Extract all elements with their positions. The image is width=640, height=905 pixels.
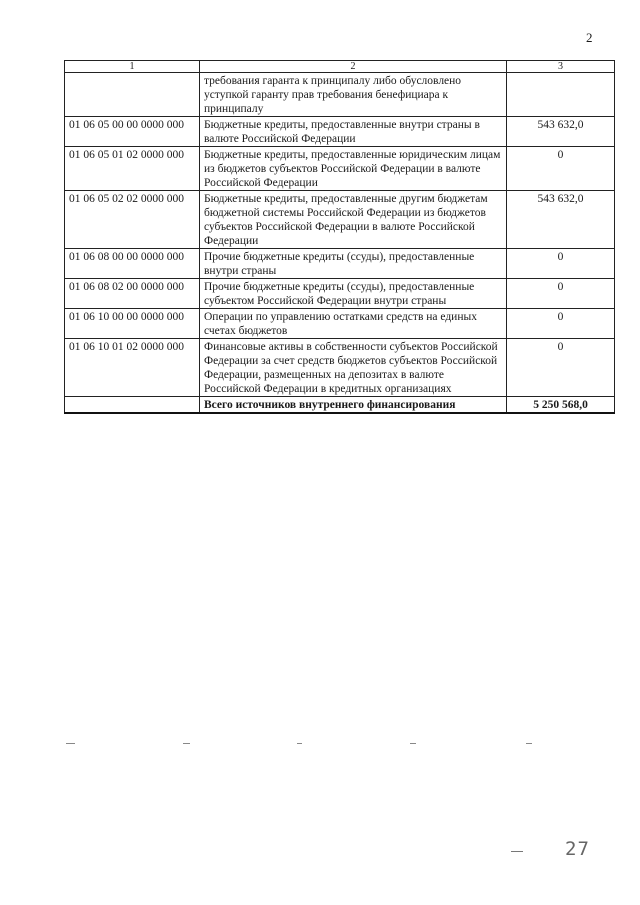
- scan-mark: [410, 743, 416, 744]
- row-sum: 0: [507, 147, 615, 191]
- total-sum: 5 250 568,0: [507, 397, 615, 414]
- row-name: Прочие бюджетные кредиты (ссуды), предоставленные внутри страны: [200, 249, 507, 279]
- scan-artifact-marks: [0, 743, 640, 753]
- row-sum: 0: [507, 279, 615, 309]
- row-sum: 0: [507, 249, 615, 279]
- column-header-sum: 3: [507, 61, 615, 73]
- table-row: [65, 279, 615, 309]
- table-header-row: [65, 61, 615, 73]
- table-row: [65, 73, 615, 117]
- row-name: Бюджетные кредиты, предоставленные юридическим лицам из бюджетов субъектов Российской Федерации в валюте Российской Федерации: [200, 147, 507, 191]
- row-code: 01 06 08 02 00 0000 000: [65, 279, 200, 309]
- table-row: [65, 147, 615, 191]
- total-label: Всего источников внутреннего финансирования: [200, 397, 507, 414]
- row-code: 01 06 05 01 02 0000 000: [65, 147, 200, 191]
- column-header-code: 1: [65, 61, 200, 73]
- row-sum: 0: [507, 309, 615, 339]
- column-header-name: 2: [200, 61, 507, 73]
- row-name: Бюджетные кредиты, предоставленные другим бюджетам бюджетной системы Российской Федерации из бюджетов субъектов Российской Федерации в валюте Российской Федерации: [200, 191, 507, 249]
- row-code: 01 06 10 01 02 0000 000: [65, 339, 200, 397]
- table-row: [65, 191, 615, 249]
- table-row: [65, 117, 615, 147]
- total-row: [65, 397, 615, 414]
- row-name: Прочие бюджетные кредиты (ссуды), предоставленные субъектом Российской Федерации внутри страны: [200, 279, 507, 309]
- table-row: [65, 339, 615, 397]
- row-code: [65, 73, 200, 117]
- row-name: Бюджетные кредиты, предоставленные внутри страны в валюте Российской Федерации: [200, 117, 507, 147]
- row-sum: 543 632,0: [507, 117, 615, 147]
- row-code: 01 06 05 00 00 0000 000: [65, 117, 200, 147]
- scan-mark: [66, 743, 75, 744]
- row-name: Операции по управлению остатками средств на единых счетах бюджетов: [200, 309, 507, 339]
- row-sum: [507, 73, 615, 117]
- row-sum: 0: [507, 339, 615, 397]
- row-code: 01 06 10 00 00 0000 000: [65, 309, 200, 339]
- scan-mark: [297, 743, 302, 744]
- row-name: Финансовые активы в собственности субъектов Российской Федерации за счет средств бюджетов субъектов Российской Федерации, размещенных на депозитах в валюте Российской Федерации в кредитных организациях: [200, 339, 507, 397]
- table-row: [65, 249, 615, 279]
- scan-mark: [526, 743, 532, 744]
- row-name: требования гаранта к принципалу либо обусловлено уступкой гаранту прав требования бенефициара к принципалу: [200, 73, 507, 117]
- stamp-dash: [511, 851, 523, 852]
- row-code: 01 06 05 02 02 0000 000: [65, 191, 200, 249]
- stamp-number: 27: [565, 838, 590, 860]
- total-code: [65, 397, 200, 414]
- scan-mark: [183, 743, 190, 744]
- row-sum: 543 632,0: [507, 191, 615, 249]
- row-code: 01 06 08 00 00 0000 000: [65, 249, 200, 279]
- page-number: 2: [586, 30, 593, 45]
- table-row: [65, 309, 615, 339]
- financing-sources-table: [64, 60, 615, 414]
